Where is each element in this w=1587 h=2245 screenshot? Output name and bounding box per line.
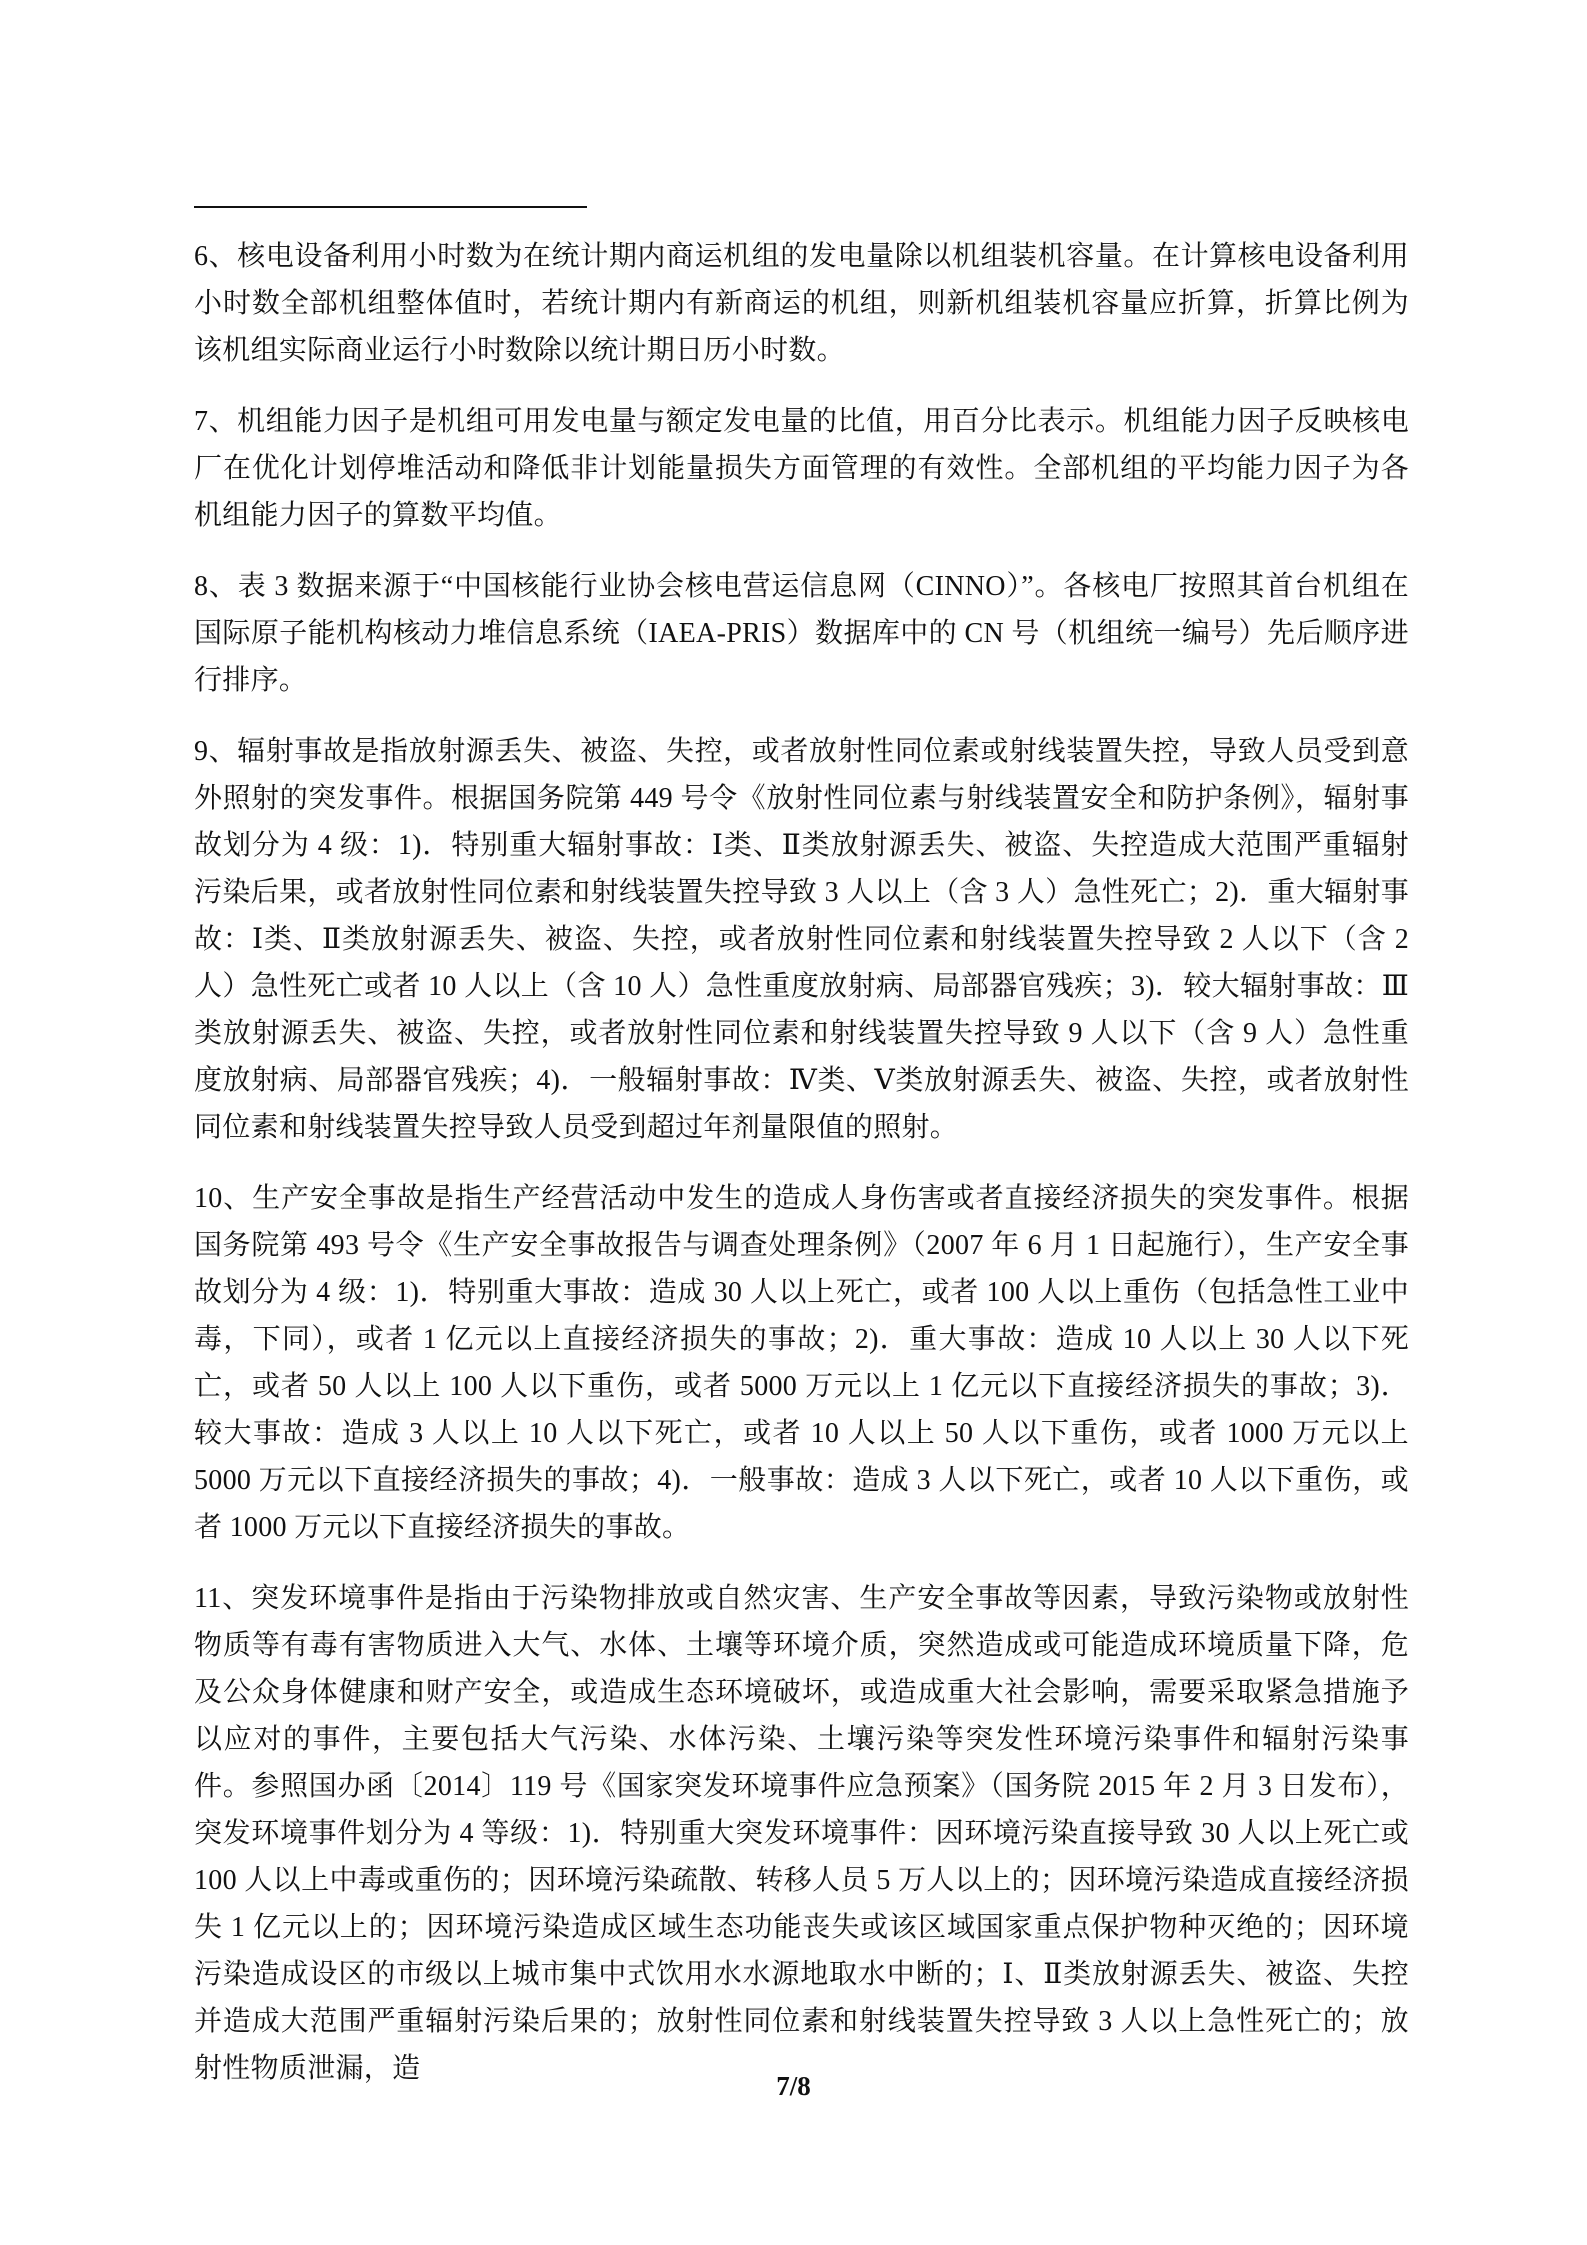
page-footer (0, 2066, 1587, 2106)
footnote-paragraph-8: 8、表 3 数据来源于“中国核能行业协会核电营运信息网（CINNO）”。各核电厂按照其首台机组在国际原子能机构核动力堆信息系统（IAEA-PRIS）数据库中的 CN 号（机组统一编号）先后顺序进行排序。 (194, 571, 1409, 696)
footnotes-section (194, 233, 1409, 2092)
footnote-paragraph-10: 10、生产安全事故是指生产经营活动中发生的造成人身伤害或者直接经济损失的突发事件。根据国务院第 493 号令《生产安全事故报告与调查处理条例》（2007 年 6 月 1 日起施行），生产安全事故划分为 4 级：1)．特别重大事故：造成 30 人以上死亡，或者 100 人以上重伤（包括急性工业中毒，下同），或者 1 亿元以上直接经济损失的事故；2)．重大事故：造成 10 人以上 30 人以下死亡，或者 50 人以上 100 人以下重伤，或者 5000 万元以上 1 亿元以下直接经济损失的事故；3)．较大事故：造成 3 人以上 10 人以下死亡，或者 10 人以上 50 人以下重伤，或者 1000 万元以上 5000 万元以下直接经济损失的事故；4)．一般事故：造成 3 人以下死亡，或者 10 人以下重伤，或者 1000 万元以下直接经济损失的事故。 (194, 1183, 1409, 1543)
footnote-paragraph-11: 11、突发环境事件是指由于污染物排放或自然灾害、生产安全事故等因素，导致污染物或放射性物质等有毒有害物质进入大气、水体、土壤等环境介质，突然造成或可能造成环境质量下降，危及公众身体健康和财产安全，或造成生态环境破坏，或造成重大社会影响，需要采取紧急措施予以应对的事件，主要包括大气污染、水体污染、土壤污染等突发性环境污染事件和辐射污染事件。参照国办函〔2014〕119 号《国家突发环境事件应急预案》（国务院 2015 年 2 月 3 日发布），突发环境事件划分为 4 等级：1)．特别重大突发环境事件：因环境污染直接导致 30 人以上死亡或 100 人以上中毒或重伤的；因环境污染疏散、转移人员 5 万人以上的；因环境污染造成直接经济损失 1 亿元以上的；因环境污染造成区域生态功能丧失或该区域国家重点保护物种灭绝的；因环境污染造成设区的市级以上城市集中式饮用水水源地取水中断的；Ⅰ、Ⅱ类放射源丢失、被盗、失控并造成大范围严重辐射污染后果的；放射性同位素和射线装置失控导致 3 人以上急性死亡的；放射性物质泄漏，造 (194, 1583, 1409, 2084)
footnote-paragraph-7: 7、机组能力因子是机组可用发电量与额定发电量的比值，用百分比表示。机组能力因子反映核电厂在优化计划停堆活动和降低非计划能量损失方面管理的有效性。全部机组的平均能力因子为各机组能力因子的算数平均值。 (194, 406, 1409, 531)
footnote-paragraph-6: 6、核电设备利用小时数为在统计期内商运机组的发电量除以机组装机容量。在计算核电设备利用小时数全部机组整体值时，若统计期内有新商运的机组，则新机组装机容量应折算，折算比例为该机组实际商业运行小时数除以统计期日历小时数。 (194, 241, 1409, 366)
footnote-separator-rule (194, 206, 587, 208)
footnote-paragraph-9: 9、辐射事故是指放射源丢失、被盗、失控，或者放射性同位素或射线装置失控，导致人员受到意外照射的突发事件。根据国务院第 449 号令《放射性同位素与射线装置安全和防护条例》，辐射事故划分为 4 级：1)．特别重大辐射事故：Ⅰ类、Ⅱ类放射源丢失、被盗、失控造成大范围严重辐射污染后果，或者放射性同位素和射线装置失控导致 3 人以上（含 3 人）急性死亡；2)．重大辐射事故：Ⅰ类、Ⅱ类放射源丢失、被盗、失控，或者放射性同位素和射线装置失控导致 2 人以下（含 2 人）急性死亡或者 10 人以上（含 10 人）急性重度放射病、局部器官残疾；3)．较大辐射事故：Ⅲ类放射源丢失、被盗、失控，或者放射性同位素和射线装置失控导致 9 人以下（含 9 人）急性重度放射病、局部器官残疾；4)．一般辐射事故：Ⅳ类、Ⅴ类放射源丢失、被盗、失控，或者放射性同位素和射线装置失控导致人员受到超过年剂量限值的照射。 (194, 736, 1409, 1143)
page-number: 7/8 (776, 2071, 811, 2101)
